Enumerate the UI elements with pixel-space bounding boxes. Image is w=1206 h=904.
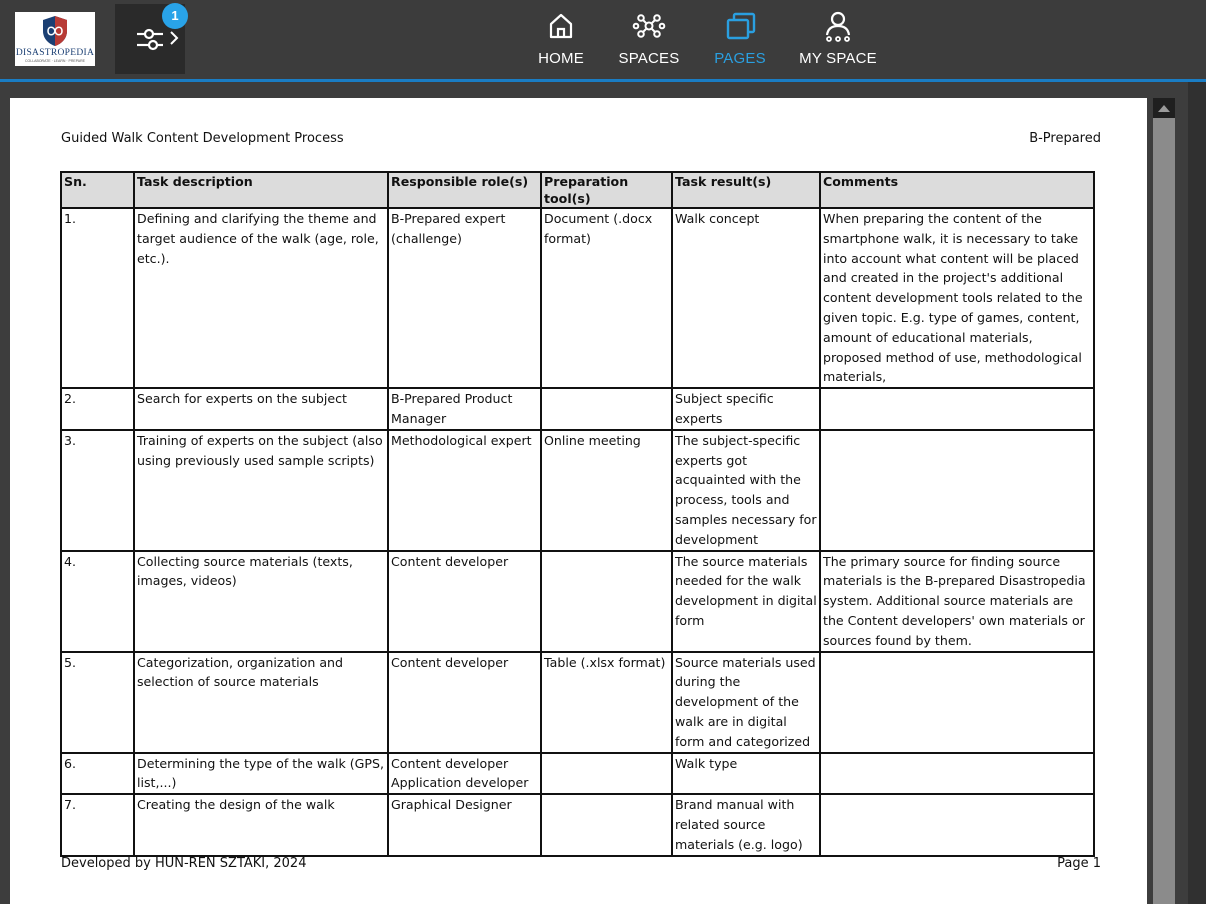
home-icon (543, 8, 579, 44)
column-header-preparation-tools: Preparation tool(s) (541, 172, 672, 208)
table-cell-sn: 4. (61, 551, 134, 652)
vertical-scrollbar[interactable] (1153, 98, 1175, 904)
table-cell-result: Source materials used during the development of the walk are in digital form and categorized (672, 652, 820, 753)
table-cell-role: B-Prepared expert (challenge) (388, 208, 541, 388)
document-footer-credit: Developed by HUN-REN SZTAKI, 2024 (61, 856, 307, 871)
table-cell-task: Defining and clarifying the theme and target audience of the walk (age, role, etc.). (134, 208, 388, 388)
table-cell-result: Walk concept (672, 208, 820, 388)
table-cell-result: Subject specific experts (672, 388, 820, 430)
nav-pages-label: PAGES (714, 50, 766, 67)
table-cell-role: Content developer Application developer (388, 753, 541, 795)
nav-home-label: HOME (538, 50, 584, 67)
disastropedia-logo[interactable] (15, 12, 95, 66)
table-cell-result: Walk type (672, 753, 820, 795)
pages-icon (722, 8, 758, 44)
table-cell-sn: 3. (61, 430, 134, 551)
table-cell-comment (820, 430, 1094, 551)
table-row (61, 430, 1094, 551)
right-edge-panel (1188, 82, 1206, 904)
table-cell-task: Determining the type of the walk (GPS, list,...) (134, 753, 388, 795)
table-cell-task: Search for experts on the subject (134, 388, 388, 430)
table-row (61, 388, 1094, 430)
table-cell-sn: 2. (61, 388, 134, 430)
table-cell-tool: Online meeting (541, 430, 672, 551)
table-header-row (61, 172, 1094, 208)
table-row (61, 551, 1094, 652)
logo-text: DISASTROPEDIA (15, 48, 95, 58)
table-cell-tool: Table (.xlsx format) (541, 652, 672, 753)
table-cell-tool (541, 753, 672, 795)
nav-spaces[interactable] (609, 8, 689, 74)
table-row (61, 208, 1094, 388)
table-cell-role: Content developer (388, 551, 541, 652)
table-cell-role: B-Prepared Product Manager (388, 388, 541, 430)
document-project-name: B-Prepared (1029, 131, 1101, 146)
table-cell-tool (541, 551, 672, 652)
table-cell-comment: When preparing the content of the smartphone walk, it is necessary to take into account what content will be placed and created in the project's additional content development tools related to the given topic. E.g. type of games, content, amount of educational materials, proposed method of use, methodological materials, (820, 208, 1094, 388)
nav-pages[interactable] (700, 8, 780, 74)
logo-subtext: COLLABORATE · LEARN · PREPARE (25, 59, 85, 63)
table-cell-comment (820, 794, 1094, 855)
user-icon (820, 8, 856, 44)
table-cell-task: Creating the design of the walk (134, 794, 388, 855)
nav-my-space[interactable] (795, 8, 881, 74)
document-title: Guided Walk Content Development Process (61, 131, 344, 146)
table-cell-tool (541, 388, 672, 430)
nav-spaces-label: SPACES (618, 50, 680, 67)
accent-divider (0, 79, 1206, 82)
table-cell-tool: Document (.docx format) (541, 208, 672, 388)
table-cell-sn: 7. (61, 794, 134, 855)
chevron-up-icon (1158, 104, 1170, 112)
table-cell-comment (820, 753, 1094, 795)
table-cell-result: The subject-specific experts got acquainted with the process, tools and samples necessary for development (672, 430, 820, 551)
table-cell-comment (820, 652, 1094, 753)
filter-sliders-icon (135, 26, 181, 54)
table-cell-result: The source materials needed for the walk development in digital form (672, 551, 820, 652)
table-cell-comment (820, 388, 1094, 430)
table-cell-tool (541, 794, 672, 855)
column-header-responsible-roles: Responsible role(s) (388, 172, 541, 208)
task-table (60, 171, 1095, 857)
table-cell-sn: 6. (61, 753, 134, 795)
table-cell-result: Brand manual with related source materials (e.g. logo) (672, 794, 820, 855)
nav-home[interactable] (521, 8, 601, 74)
table-cell-task: Collecting source materials (texts, images, videos) (134, 551, 388, 652)
scroll-up-button[interactable] (1153, 98, 1175, 118)
table-cell-role: Graphical Designer (388, 794, 541, 855)
table-cell-role: Content developer (388, 652, 541, 753)
column-header-comments: Comments (820, 172, 1094, 208)
nav-my-space-label: MY SPACE (799, 50, 877, 67)
table-cell-role: Methodological expert (388, 430, 541, 551)
column-header-task-results: Task result(s) (672, 172, 820, 208)
table-cell-sn: 5. (61, 652, 134, 753)
table-cell-sn: 1. (61, 208, 134, 388)
column-header-sn: Sn. (61, 172, 134, 208)
table-row (61, 652, 1094, 753)
table-cell-comment: The primary source for finding source materials is the B-prepared Disastropedia system. Additional source materials are the Content developers' own materials or sources found by them. (820, 551, 1094, 652)
table-row (61, 753, 1094, 795)
table-cell-task: Categorization, organization and selection of source materials (134, 652, 388, 753)
page-number: Page 1 (1057, 856, 1101, 871)
column-header-task-description: Task description (134, 172, 388, 208)
shield-logo-icon (41, 15, 69, 47)
filter-count-badge: 1 (162, 3, 188, 29)
table-cell-task: Training of experts on the subject (also using previously used sample scripts) (134, 430, 388, 551)
spaces-icon (631, 8, 667, 44)
table-row (61, 794, 1094, 855)
